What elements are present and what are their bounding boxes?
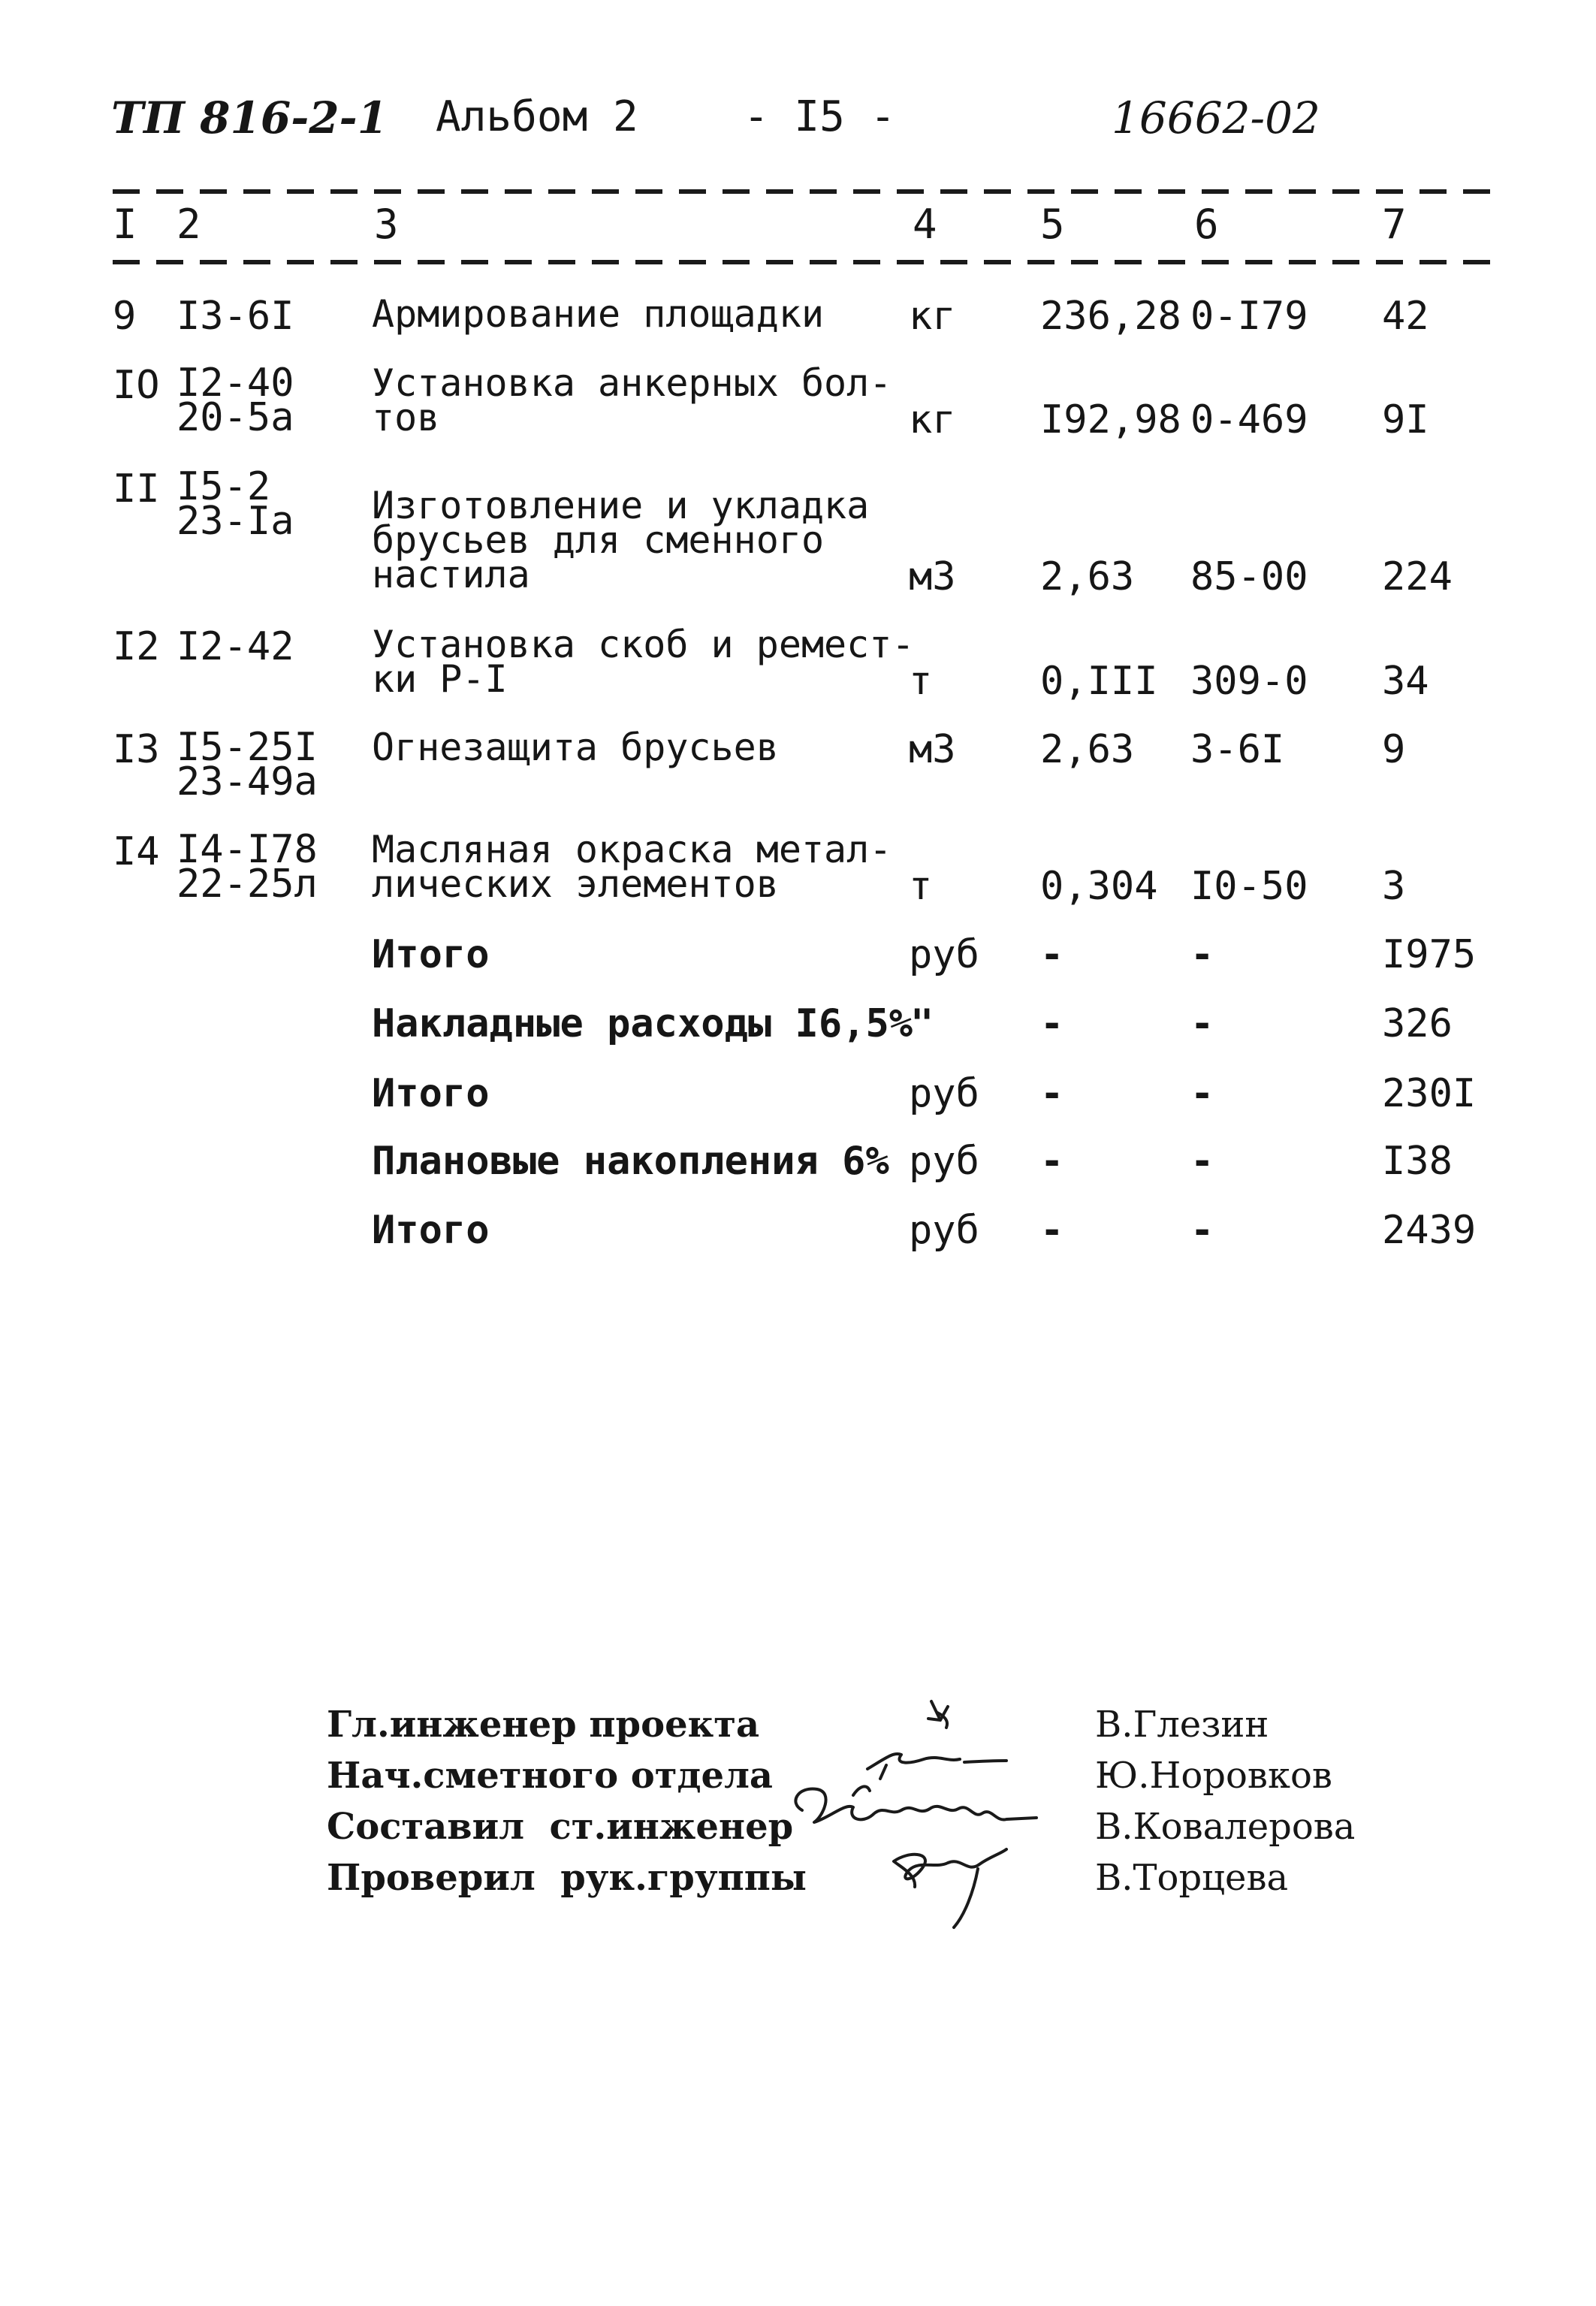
unit-price: 3-6I xyxy=(1190,727,1285,772)
cost: 224 xyxy=(1382,554,1453,599)
handwritten-signatures xyxy=(781,1690,1104,1960)
total-qty: - xyxy=(1040,1208,1064,1253)
column-header-6: 6 xyxy=(1194,201,1219,248)
signature-norovkov xyxy=(867,1754,1006,1779)
unit: м3 xyxy=(909,727,956,772)
page-number: - I5 - xyxy=(744,92,896,141)
total-label: Итого xyxy=(372,932,490,977)
unit-price: 85-00 xyxy=(1190,554,1308,599)
document-number: 16662-02 xyxy=(1112,92,1320,143)
unit: кг xyxy=(909,294,956,339)
norm-code: I2-42 xyxy=(176,624,294,669)
signatory-name: Ю.Норовков xyxy=(1095,1755,1332,1797)
cost: 9I xyxy=(1382,397,1429,442)
total-unit: руб xyxy=(909,1139,979,1184)
unit-price: 0-I79 xyxy=(1190,294,1308,339)
total-price: - xyxy=(1190,1208,1214,1253)
row-number: IO xyxy=(113,363,160,408)
total-qty: - xyxy=(1040,1139,1064,1184)
total-cost: I38 xyxy=(1382,1139,1453,1184)
project-code: ТП 816-2-1 xyxy=(111,92,388,143)
unit-price: 309-0 xyxy=(1190,659,1308,704)
quantity: 2,63 xyxy=(1040,554,1135,599)
total-label: Накладные расходы I6,5% xyxy=(372,1001,913,1046)
album-label: Альбом 2 xyxy=(436,92,638,141)
cost: 3 xyxy=(1382,864,1406,909)
unit-price: 0-469 xyxy=(1190,397,1308,442)
row-number: 9 xyxy=(113,294,137,339)
row-number: I3 xyxy=(113,727,160,772)
signature-role: Проверил рук.группы xyxy=(327,1857,807,1899)
total-cost: 230I xyxy=(1382,1071,1477,1116)
unit: м3 xyxy=(909,554,956,599)
work-name: Армирование площадки xyxy=(372,292,825,336)
total-qty: - xyxy=(1040,932,1064,977)
column-header-3: 3 xyxy=(374,201,399,248)
signature-role: Составил ст.инженер xyxy=(327,1806,794,1848)
unit: кг xyxy=(909,397,956,442)
norm-code: I3-6I xyxy=(176,294,294,339)
total-unit: " xyxy=(910,1001,934,1046)
work-name: Изготовление и укладка брусьев для сменного настила xyxy=(372,484,870,596)
unit: т xyxy=(909,864,933,909)
total-unit: руб xyxy=(909,1071,979,1116)
column-header-5: 5 xyxy=(1040,201,1065,248)
quantity: 0,304 xyxy=(1040,864,1158,909)
column-header-2: 2 xyxy=(176,201,201,248)
total-cost: I975 xyxy=(1382,932,1477,977)
total-label: Плановые накопления 6% xyxy=(372,1139,889,1184)
signatory-name: В.Глезин xyxy=(1095,1704,1269,1746)
total-price: - xyxy=(1190,1139,1214,1184)
total-label: Итого xyxy=(372,1208,490,1253)
norm-code: I5-25I 23-49а xyxy=(176,725,318,804)
row-number: I2 xyxy=(113,624,160,669)
signatory-name: В.Ковалерова xyxy=(1095,1806,1356,1848)
table-header-rule xyxy=(113,260,1502,264)
total-cost: 326 xyxy=(1382,1001,1453,1046)
total-unit: руб xyxy=(909,1208,979,1253)
unit-price: I0-50 xyxy=(1190,864,1308,909)
column-header-7: 7 xyxy=(1382,201,1407,248)
quantity: 2,63 xyxy=(1040,727,1135,772)
cost: 42 xyxy=(1382,294,1429,339)
work-name: Огнезащита брусьев xyxy=(372,726,779,769)
signatory-name: В.Торцева xyxy=(1095,1857,1289,1899)
total-price: - xyxy=(1190,932,1214,977)
norm-code: I2-40 20-5а xyxy=(176,361,294,440)
unit: т xyxy=(909,659,933,704)
signature-glezin xyxy=(928,1701,948,1728)
row-number: II xyxy=(113,466,160,512)
norm-code: I4-I78 22-25л xyxy=(176,827,318,907)
quantity: I92,98 xyxy=(1040,397,1181,442)
total-qty: - xyxy=(1040,1001,1064,1046)
signature-tortseva xyxy=(894,1849,1006,1927)
row-number: I4 xyxy=(113,829,160,874)
work-name: Масляная окраска метал- лических элементов xyxy=(372,828,892,906)
signature-role: Нач.сметного отдела xyxy=(327,1755,774,1797)
quantity: 236,28 xyxy=(1040,294,1181,339)
cost: 34 xyxy=(1382,659,1429,704)
cost: 9 xyxy=(1382,727,1406,772)
work-name: Установка скоб и ремест- ки Р-I xyxy=(372,623,915,701)
table-top-rule xyxy=(113,189,1502,194)
signature-role: Гл.инженер проекта xyxy=(327,1704,760,1746)
norm-code: I5-2 23-Iа xyxy=(176,464,294,544)
total-price: - xyxy=(1190,1001,1214,1046)
signature-kovalerova xyxy=(795,1786,1036,1822)
total-qty: - xyxy=(1040,1071,1064,1116)
total-label: Итого xyxy=(372,1071,490,1116)
total-unit: руб xyxy=(909,932,979,977)
total-cost: 2439 xyxy=(1382,1208,1477,1253)
work-name: Установка анкерных бол- тов xyxy=(372,361,892,439)
column-header-4: 4 xyxy=(913,201,937,248)
column-header-1: I xyxy=(113,201,137,248)
quantity: 0,III xyxy=(1040,659,1158,704)
total-price: - xyxy=(1190,1071,1214,1116)
